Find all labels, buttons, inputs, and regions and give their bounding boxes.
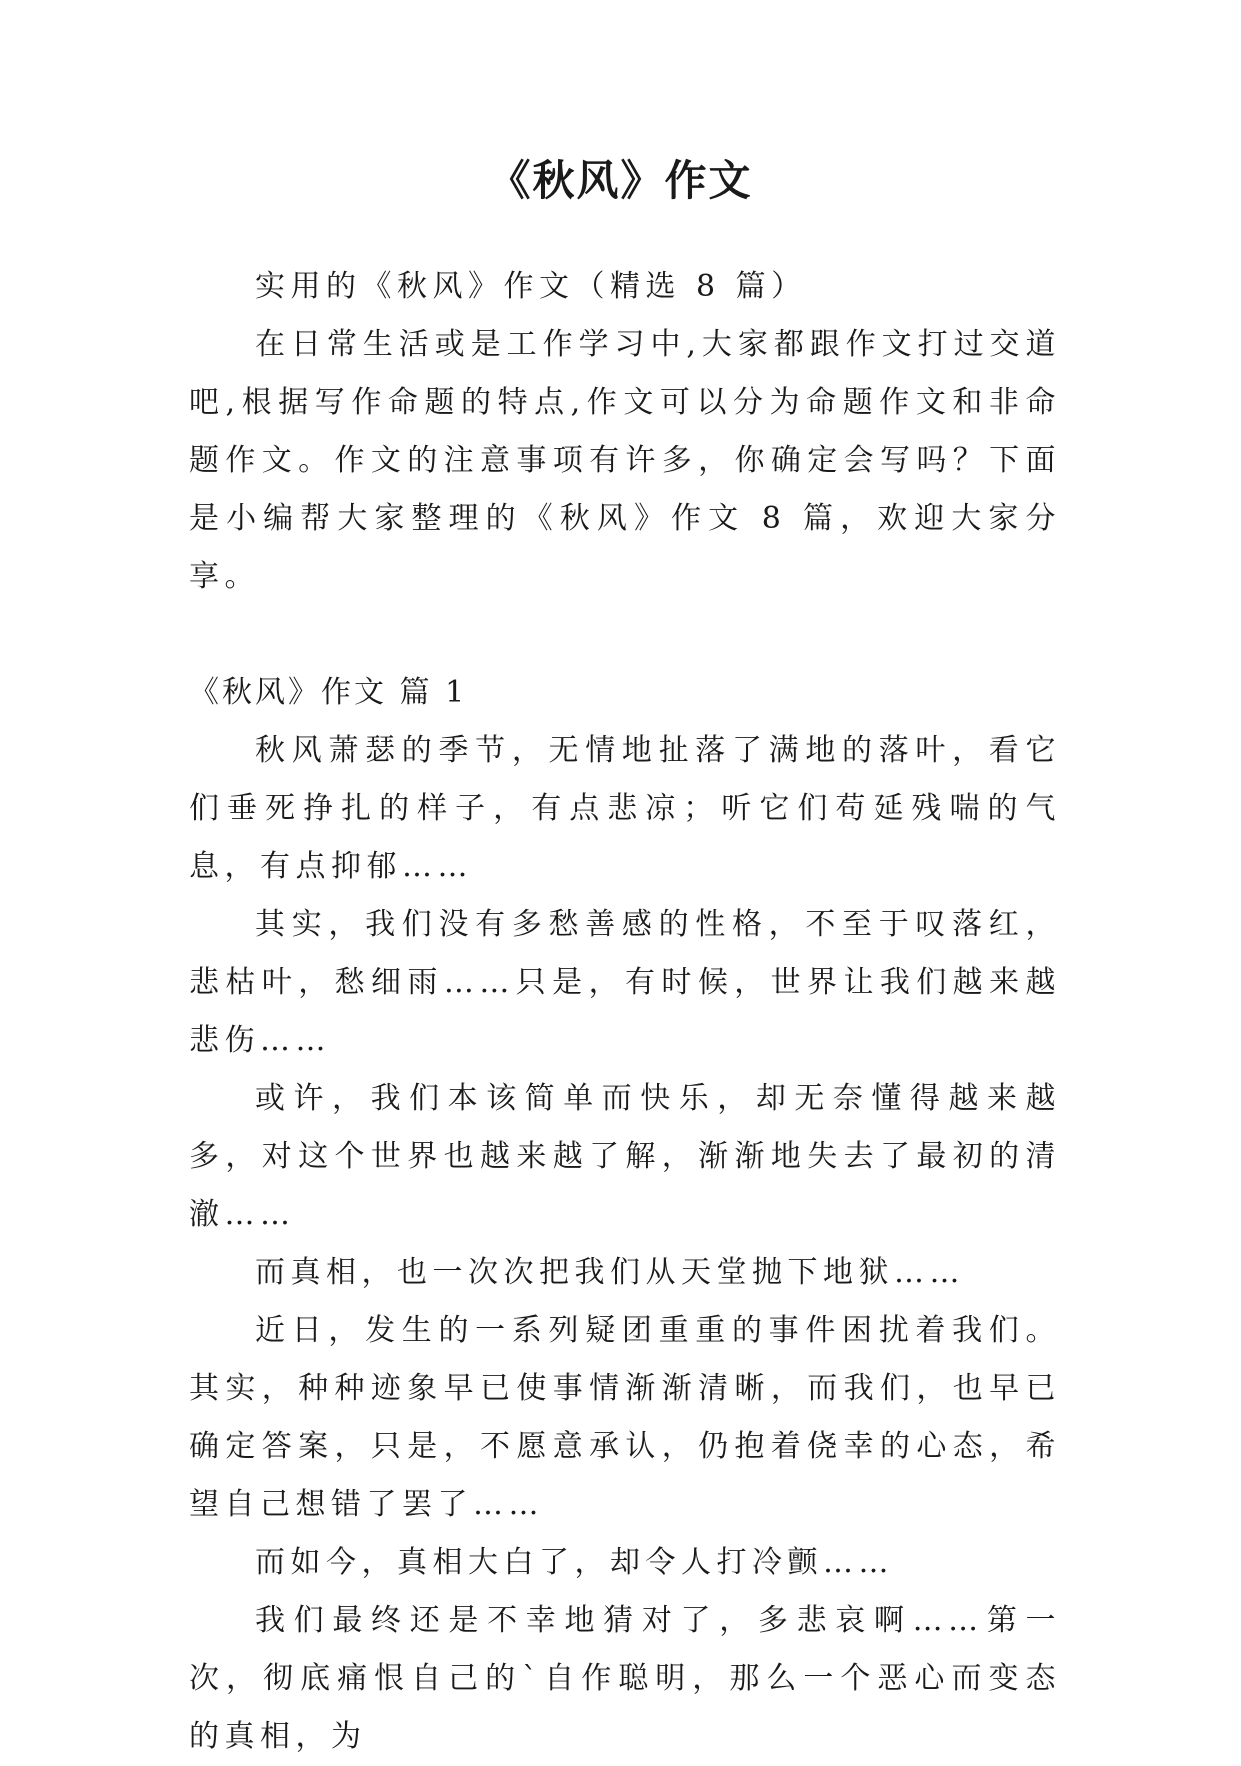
document-title: 《秋风》作文 xyxy=(488,156,753,205)
section-heading: 《秋风》作文 篇 1 xyxy=(189,675,468,710)
section-spacer xyxy=(189,606,1061,664)
document-subtitle: 实用的《秋风》作文（精选 8 篇） xyxy=(255,269,807,304)
document-body xyxy=(189,258,1061,1766)
body-paragraph: 近日，发生的一系列疑团重重的事件困扰着我们。其实，种种迹象早已使事情渐渐清晰，而我们，也早已确定答案，只是，不愿意承认，仍抱着侥幸的心态，希望自己想错了罢了…… xyxy=(189,1313,1061,1522)
body-paragraph: 而真相，也一次次把我们从天堂抛下地狱…… xyxy=(255,1255,965,1290)
body-paragraph: 或许，我们本该简单而快乐，却无奈懂得越来越多，对这个世界也越来越了解，渐渐地失去了最初的清澈…… xyxy=(189,1081,1061,1232)
intro-paragraph: 在日常生活或是工作学习中,大家都跟作文打过交道吧,根据写作命题的特点,作文可以分为命题作文和非命题作文。作文的注意事项有许多，你确定会写吗？下面是小编帮大家整理的《秋风》作文 8 篇，欢迎大家分享。 xyxy=(189,327,1061,594)
body-paragraph: 其实，我们没有多愁善感的性格，不至于叹落红，悲枯叶，愁细雨……只是，有时候，世界让我们越来越悲伤…… xyxy=(189,907,1061,1058)
body-paragraph: 秋风萧瑟的季节，无情地扯落了满地的落叶，看它们垂死挣扎的样子，有点悲凉；听它们苟延残喘的气息，有点抑郁…… xyxy=(189,733,1061,884)
body-paragraph: 我们最终还是不幸地猜对了，多悲哀啊……第一次，彻底痛恨自己的`自作聪明，那么一个恶心而变态的真相，为 xyxy=(189,1603,1061,1754)
body-paragraph: 而如今，真相大白了，却令人打冷颤…… xyxy=(255,1545,894,1580)
